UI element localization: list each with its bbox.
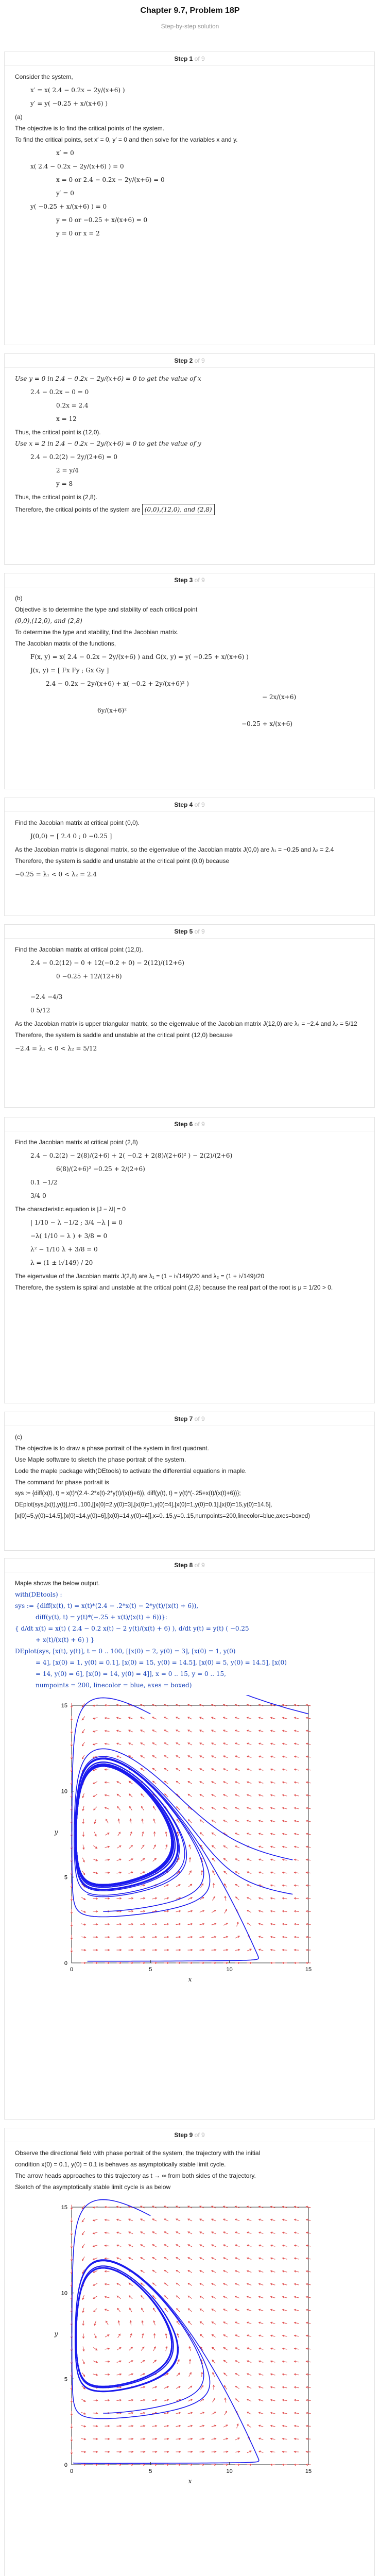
math-line: Thus, the critical point is (12,0). [15,429,101,436]
maple-input: = 4], [x(0) = 1, y(0) = 0.1], [x(0) = 15, y(0) = 14.5], [x(0) = 5, y(0) = 14.5], [x(0) [36,1659,287,1666]
math-line: 0 −0.25 + 12/(12+6) [56,973,122,980]
y-axis-label: y [54,2330,58,2337]
part-label: (a) [15,113,23,121]
text-line: The characteristic equation is |J − λI| = 0 [15,1206,126,1213]
step-6-card [4,1117,375,1403]
text-line: Observe the directional field with phase portrait of the system, the trajectory with the initial [15,2149,261,2157]
maple-input: diff(y(t), t) = y(t)*(−.25 + x(t)/(x(t) + 6))}: [36,1614,167,1621]
step-3-header: Step 3 of 9 [5,573,374,587]
math-line: 0.1 −1/2 [30,1179,58,1186]
math-line: J(0,0) = [ 2.4 0 ; 0 −0.25 ] [30,833,112,840]
maple-input: with(DEtools) : [15,1591,62,1598]
math-line: 2.4 − 0.2(2) − 2(8)/(2+6) + 2( −0.2 + 2(8)/(2+6)² ) − 2(2)/(2+6) [30,1152,233,1159]
math-line: y = 8 [56,480,73,487]
text-line: Sketch of the asymptotically stable limit cycle is as below [15,2183,171,2191]
step-2-card [4,353,375,565]
critical-points-answer: Therefore, the critical points of the system are (0,0),(12,0), and (2,8) [15,504,364,515]
math-line: x( 2.4 − 0.2x − 2y/(x+6) ) = 0 [30,163,124,170]
text-line: The arrow heads approaches to this trajectory as t → ∞ from both sides of the trajectory. [15,2172,256,2179]
y-tick-label: 0 [64,1960,67,1967]
math-line: 6(8)/(2+6)² −0.25 + 2/(2+6) [56,1165,145,1173]
y-tick-label: 0 [64,2462,67,2468]
equation-y-prime: y′ = y( −0.25 + x/(x+6) ) [30,100,108,107]
math-line: −λ( 1/10 − λ ) + 3/8 = 0 [30,1232,108,1240]
step-2-header: Step 2 of 9 [5,354,374,368]
step-3-card [4,573,375,789]
maple-output: + x(t)/(x(t) + 6) ) } [36,1636,95,1643]
math-line: Use x = 2 in 2.4 − 0.2x − 2y/(x+6) = 0 to get the value of y [15,440,201,447]
math-line: Use y = 0 in 2.4 − 0.2x − 2y/(x+6) = 0 to get the value of x [15,375,201,382]
math-line: | 1/10 − λ −1/2 ; 3/4 −λ | = 0 [30,1219,123,1226]
x-tick-label: 10 [226,1967,233,1973]
step-5-card [4,924,375,1108]
y-tick-label: 15 [61,1703,67,1709]
math-line: y( −0.25 + x/(x+6) ) = 0 [30,203,107,210]
step-6-header: Step 6 of 9 [5,1117,374,1131]
math-line: −2.4 = λ₁ < 0 < λ₂ = 5/12 [15,1045,97,1052]
math-line: x = 12 [56,415,77,422]
x-axis-label: x [188,1976,192,1983]
math-line: −0.25 = λ₁ < 0 < λ₂ = 2.4 [15,871,97,878]
x-tick-label: 0 [70,1967,74,1973]
math-line: λ = (1 ± i√149) / 20 [30,1259,93,1266]
y-tick-label: 5 [64,2376,67,2383]
y-tick-label: 5 [64,1874,67,1881]
x-tick-label: 15 [305,2468,312,2475]
part-label: (c) [15,1433,22,1440]
phase-portrait-plot [46,1695,364,1996]
math-line: 2.4 − 0.2(2) − 2y/(2+6) = 0 [30,453,117,461]
maple-input: = 14, y(0) = 6], [x(0) = 14, y(0) = 4]], x = 0 .. 15, y = 0 .. 15, [36,1670,226,1677]
math-line: 3/4 0 [30,1192,46,1199]
math-line: y′ = 0 [56,190,74,197]
x-tick-label: 10 [226,2468,233,2475]
math-line: 2.4 − 0.2x − 0 = 0 [30,388,89,396]
text-line: The eigenvalue of the Jacobian matrix J(2,8) are λ₁ = (1 − i√149)/20 and λ₂ = (1 + i√149)/20 [15,1273,265,1280]
text-line: Find the Jacobian matrix at critical point (12,0). [15,946,143,953]
y-axis-label: y [54,1828,58,1836]
math-line: (0,0),(12,0), and (2,8) [15,617,82,624]
x-tick-label: 5 [149,2468,152,2475]
math-line: J(x, y) = [ Fx Fy ; Gx Gy ] [30,667,109,674]
step-1-intro: Consider the system, [15,73,73,80]
text-line: Find the Jacobian matrix at critical point (2,8) [15,1139,138,1146]
text-line: Lode the maple package with(DEtools) to activate the differential equations in maple. [15,1467,247,1475]
jacobian-entry: 6y/(x+6)² [97,707,127,714]
x-tick-label: 5 [149,1967,152,1973]
jacobian-entry: − 2x/(x+6) [262,693,297,701]
code-line: sys := {diff(x(t), t) = x(t)*(2.4-.2*x(t)-2*y(t)/(x(t)+6)), diff(y(t), t) = y(t)*(-.25+x(t)/(x(t)+6))}; [15,1490,241,1497]
text-line: As the Jacobian matrix is upper triangular matrix, so the eigenvalue of the Jacobian matrix J(12,0) are λ₁ = −2.4 and λ₂ = 5/12 [15,1020,357,1027]
math-line: 2.4 − 0.2(12) − 0 + 12(−0.2 + 0) − 2(12)/(12+6) [30,959,184,967]
step-7-header: Step 7 of 9 [5,1412,374,1426]
step-5-header: Step 5 of 9 [5,925,374,939]
maple-input: sys := {diff(x(t), t) = x(t)*(2.4 − .2*x(t) − 2*y(t)/(x(t) + 6)), [15,1602,199,1609]
page-header [0,0,380,42]
step-1-card [4,52,375,345]
code-line: [x(0)=5,y(0)=14.5],[x(0)=14,y(0)=6],[x(0)=14,y(0)=4]],x=0..15,y=0..15,numpoints=200,linecolor=blue,axes=boxed) [15,1513,310,1519]
step-7-card [4,1412,375,1551]
text-line: The objective is to draw a phase portrait of the system in first quadrant. [15,1445,209,1452]
math-line: 0 5/12 [30,1007,50,1014]
x-tick-label: 15 [305,1967,312,1973]
text-line: Therefore, the system is saddle and unstable at the critical point (12,0) because [15,1031,233,1039]
math-line: y = 0 or x = 2 [56,230,100,237]
step-8-card [4,1558,375,2120]
text-line: Maple shows the below output. [15,1580,100,1587]
step-4-header: Step 4 of 9 [5,798,374,812]
text-line: As the Jacobian matrix is diagonal matrix, so the eigenvalue of the Jacobian matrix J(0,0) are λ₁ = −0.25 and λ₂ = 2.4 [15,846,334,853]
jacobian-entry: 2.4 − 0.2x − 2y/(x+6) + x( −0.2 + 2y/(x+6)² ) [46,680,189,687]
step-8-header: Step 8 of 9 [5,1558,374,1572]
math-line: 2 = y/4 [56,467,79,474]
math-line: Thus, the critical point is (2,8). [15,494,98,501]
phase-portrait-svg [46,1695,324,1994]
page-title: Chapter 9.7, Problem 18P [140,6,240,15]
step-9-card [4,2128,375,2576]
step-1-header: Step 1 of 9 [5,52,374,66]
text-line: The command for phase portrait is [15,1479,109,1486]
code-line: DEplot(sys,[x(t),y(t)],t=0..100,[[x(0)=2,y(0)=3],[x(0)=1,y(0)=4],[x(0)=1,y(0)=0.1],[x(0)=15,y(0)=14.5], [15,1502,272,1508]
maple-input: DEplot(sys, [x(t), y(t)], t = 0 .. 100, [[x(0) = 2, y(0) = 3], [x(0) = 1, y(0) [15,1648,236,1655]
maple-input: numpoints = 200, linecolor = blue, axes = boxed) [36,1682,192,1689]
math-line: x′ = 0 [56,149,74,157]
objective-text: The objective is to find the critical points of the system. [15,125,165,132]
step-9-header: Step 9 of 9 [5,2128,374,2142]
y-tick-label: 15 [61,2205,67,2211]
text-line: The Jacobian matrix of the functions, [15,640,116,647]
math-line: −2.4 −4/3 [30,993,63,1001]
y-tick-label: 10 [61,2290,67,2297]
objective-text: Objective is to determine the type and stability of each critical point [15,606,198,613]
text-line: condition x(0) = 0.1, y(0) = 0.1 is behaves as asymptotically stable limit cycle. [15,2161,226,2168]
page-subtitle: Step-by-step solution [161,23,219,30]
limit-cycle-plot [46,2197,364,2498]
math-line: λ² − 1/10 λ + 3/8 = 0 [30,1246,98,1253]
text-line: Use Maple software to sketch the phase portrait of the system. [15,1456,186,1463]
text-line: To determine the type and stability, find the Jacobian matrix. [15,629,179,636]
limit-cycle-svg [46,2197,324,2496]
text-line: Therefore, the system is saddle and unstable at the critical point (0,0) because [15,857,230,865]
math-line: 0.2x = 2.4 [56,402,89,409]
x-tick-label: 0 [70,2468,74,2475]
x-axis-label: x [188,2478,192,2485]
maple-output: { d/dt x(t) = x(t) ( 2.4 − 0.2 x(t) − 2 y(t)/(x(t) + 6) ), d/dt y(t) = y(t) ( −0.25 [15,1625,249,1632]
equation-x-prime: x′ = x( 2.4 − 0.2x − 2y/(x+6) ) [30,87,125,94]
jacobian-entry: −0.25 + x/(x+6) [241,720,293,727]
part-label: (b) [15,595,23,602]
text-line: Therefore, the system is spiral and unstable at the critical point (2,8) because the real part of the root is μ = 1/20 > 0. [15,1284,333,1291]
find-text: To find the critical points, set x′ = 0, y′ = 0 and then solve for the variables x and y. [15,136,238,143]
y-tick-label: 10 [61,1788,67,1795]
math-line: y = 0 or −0.25 + x/(x+6) = 0 [56,216,148,224]
text-line: Find the Jacobian matrix at critical point (0,0). [15,819,140,826]
math-line: x = 0 or 2.4 − 0.2x − 2y/(x+6) = 0 [56,176,165,183]
math-line: F(x, y) = x( 2.4 − 0.2x − 2y/(x+6) ) and G(x, y) = y( −0.25 + x/(x+6) ) [30,653,249,660]
step-4-card [4,798,375,916]
